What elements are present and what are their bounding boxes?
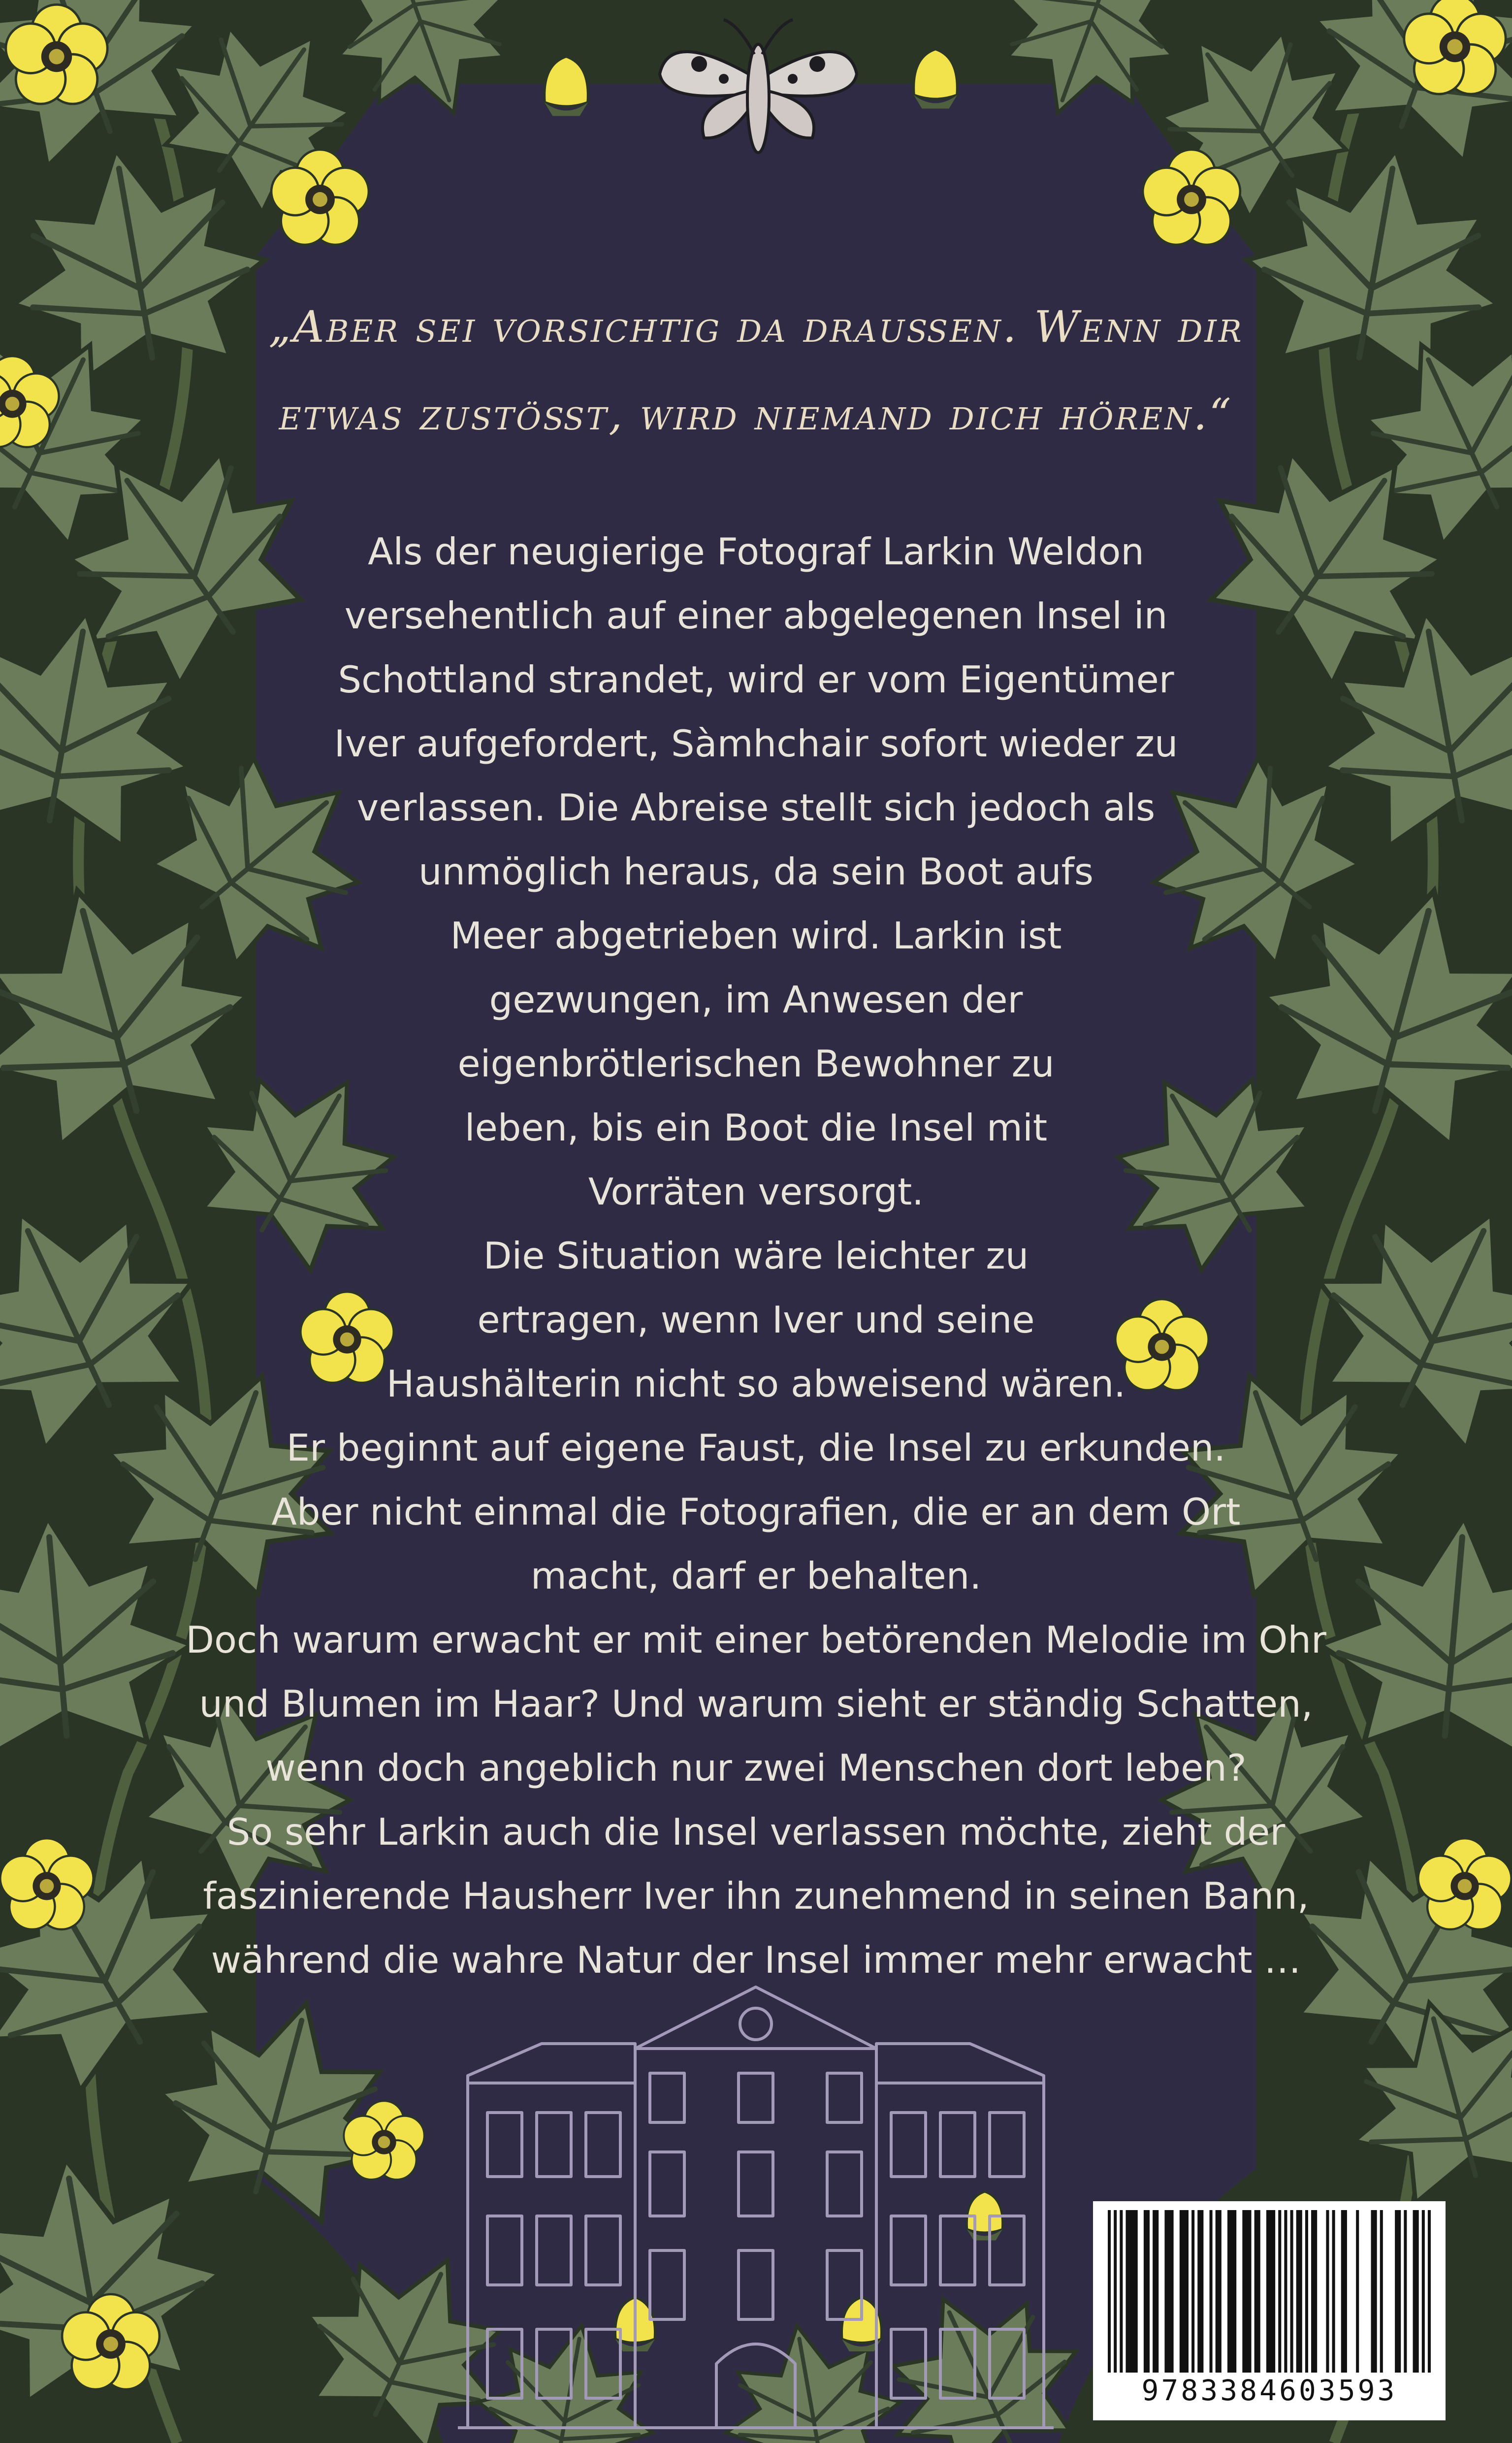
blurb-line: Meer abgetrieben wird. Larkin ist	[450, 914, 1062, 957]
blurb-line: wenn doch angeblich nur zwei Menschen dort leben?	[265, 1746, 1247, 1790]
barcode-bar	[1191, 2210, 1194, 2373]
barcode-bar	[1296, 2210, 1302, 2373]
barcode-bar	[1413, 2210, 1419, 2373]
barcode-bar	[1180, 2210, 1189, 2373]
blurb-line: Er beginnt auf eigene Faust, die Insel zu erkunden.	[286, 1426, 1226, 1469]
quote-line-1: „Aber sei vorsichtig da draußen. Wenn dir	[268, 301, 1244, 352]
blurb-line: ertragen, wenn Iver und seine	[477, 1298, 1035, 1341]
barcode-bar	[1341, 2210, 1347, 2373]
barcode-bar	[1216, 2210, 1222, 2373]
barcode-bar	[1164, 2210, 1173, 2373]
blurb-text	[162, 520, 1350, 1992]
barcode-bar	[1197, 2210, 1203, 2373]
blurb-line: Haushälterin nicht so abweisend wären.	[386, 1362, 1126, 1405]
barcode-bar	[1371, 2210, 1377, 2373]
barcode-bar	[1326, 2210, 1329, 2373]
barcode-bar	[1144, 2210, 1150, 2373]
buttercup-flower-icon	[344, 2101, 424, 2180]
barcode-bar	[1428, 2210, 1431, 2373]
blurb-line: verlassen. Die Abreise stellt sich jedoch als	[356, 786, 1156, 829]
blurb-line: Die Situation wäre leichter zu	[483, 1234, 1029, 1277]
blurb-line: So sehr Larkin auch die Insel verlassen möchte, zieht der	[226, 1810, 1286, 1854]
blurb-line: Als der neugierige Fotograf Larkin Weldon	[368, 530, 1144, 573]
barcode-bar	[1404, 2210, 1407, 2373]
barcode-bar	[1108, 2210, 1111, 2373]
barcode-bar	[1278, 2210, 1281, 2373]
blurb-line: macht, darf er behalten.	[530, 1554, 982, 1597]
barcode-bar	[1395, 2210, 1401, 2373]
barcode-bar	[1284, 2210, 1287, 2373]
barcode-bar	[1153, 2210, 1158, 2373]
teaser-quote	[226, 283, 1286, 458]
barcode-bar	[1305, 2210, 1308, 2373]
isbn-barcode	[1093, 2201, 1446, 2420]
blurb-line: und Blumen im Haar? Und warum sieht er ständig Schatten,	[199, 1682, 1313, 1726]
barcode-bar	[1242, 2210, 1251, 2373]
barcode-bar	[1266, 2210, 1275, 2373]
blurb-line: leben, bis ein Boot die Insel mit	[464, 1106, 1048, 1149]
barcode-bar	[1114, 2210, 1117, 2373]
barcode-bar	[1126, 2210, 1137, 2373]
blurb-line: während die wahre Natur der Insel immer mehr erwacht …	[211, 1938, 1301, 1982]
blurb-line: faszinierende Hausherr Iver ihn zunehmend in seinen Bann,	[203, 1874, 1309, 1918]
barcode-bar	[1120, 2210, 1123, 2373]
isbn-number: 9783384603593	[1141, 2374, 1397, 2407]
blurb-line: Vorräten versorgt.	[588, 1170, 924, 1213]
barcode-bar	[1356, 2210, 1359, 2373]
quote-line-2: etwas zustößt, wird niemand dich hören.“	[279, 389, 1233, 440]
blurb-line: Doch warum erwacht er mit einer betörenden Melodie im Ohr	[186, 1618, 1326, 1661]
blurb-line: versehentlich auf einer abgelegenen Insel in	[344, 594, 1168, 637]
barcode-bar	[1290, 2210, 1293, 2373]
blurb-line: Schottland strandet, wird er vom Eigentümer	[338, 658, 1174, 701]
barcode-bar	[1380, 2210, 1383, 2373]
barcode-bar	[1332, 2210, 1335, 2373]
blurb-line: gezwungen, im Anwesen der	[489, 978, 1023, 1021]
barcode-bars	[1108, 2210, 1431, 2373]
barcode-bar	[1311, 2210, 1317, 2373]
barcode-bar	[1227, 2210, 1236, 2373]
barcode-bar	[1210, 2210, 1213, 2373]
blurb-line: Aber nicht einmal die Fotografien, die er an dem Ort	[271, 1490, 1241, 1533]
barcode-bar	[1422, 2210, 1425, 2373]
barcode-bar	[1255, 2210, 1260, 2373]
blurb-line: eigenbrötlerischen Bewohner zu	[457, 1042, 1055, 1085]
blurb-line: Iver aufgefordert, Sàmhchair sofort wieder zu	[334, 722, 1178, 765]
blurb-line: unmöglich heraus, da sein Boot aufs	[418, 850, 1094, 893]
